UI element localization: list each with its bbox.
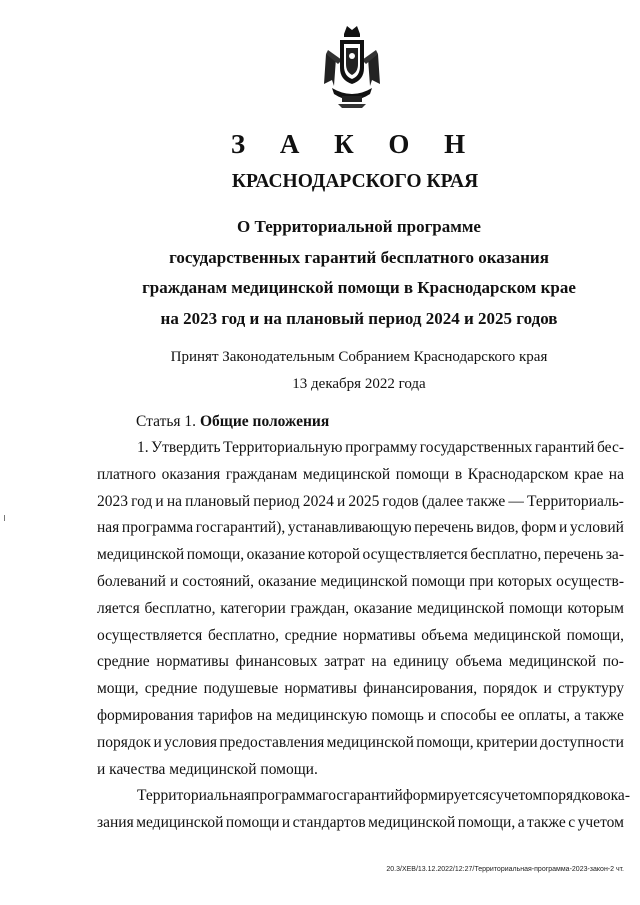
article-body (97, 435, 630, 837)
word: а (574, 706, 582, 724)
word: программа (121, 519, 194, 537)
word: госгарантий (322, 787, 403, 805)
word: помощи (225, 814, 280, 832)
text-line (97, 515, 624, 542)
word: медицинской (326, 733, 414, 751)
word: бес- (597, 439, 624, 456)
word: с (489, 787, 496, 805)
word: единицу (393, 653, 449, 671)
word: медицинской (417, 599, 505, 617)
word: год (131, 492, 153, 510)
word: помощи, (566, 626, 624, 644)
word: форм (521, 519, 557, 537)
word: порядок (97, 733, 152, 751)
article-title: Общие положения (199, 413, 330, 430)
word: на (371, 653, 387, 671)
word: медицинской (320, 572, 408, 590)
word: также (466, 492, 506, 510)
text-line (97, 435, 624, 462)
text-line (97, 623, 624, 650)
word: государственных (419, 439, 533, 456)
margin-mark (4, 515, 5, 521)
text-line (97, 542, 624, 569)
word: платного (97, 465, 157, 483)
word: нормативы (343, 626, 416, 644)
word: помощи (395, 465, 450, 483)
text-line (97, 489, 624, 516)
word: помощи, (416, 733, 474, 751)
word: объема (421, 626, 468, 644)
word: гарантий (534, 439, 595, 456)
word: доступности (540, 733, 624, 751)
word: которых (497, 572, 553, 590)
word: а (517, 814, 525, 832)
word: бесплатно, (207, 626, 279, 644)
word: гражданам (225, 465, 298, 483)
word: помощи, (186, 546, 245, 564)
adoption-date: 13 декабря 2022 года (292, 376, 426, 392)
word: медицинской (136, 814, 224, 832)
word: медицинской (508, 653, 597, 671)
word: Краснодарском (467, 465, 569, 483)
word: финансирования, (363, 680, 478, 698)
word: оказания (161, 465, 221, 483)
text-line (97, 730, 624, 757)
word: годов (382, 492, 419, 510)
word: медицинской (368, 814, 456, 832)
word: подушевые (203, 680, 279, 698)
word: видов, (476, 519, 519, 537)
word: на (166, 492, 183, 510)
text-line (97, 462, 624, 489)
word: программу (345, 439, 418, 456)
word: осуществ- (556, 572, 624, 590)
article-heading (136, 410, 329, 434)
word: бесплатно, (144, 599, 216, 617)
word: перечень (414, 519, 474, 537)
word: нормативы (284, 680, 357, 698)
word: финансовых (235, 653, 318, 671)
law-heading (94, 212, 624, 334)
word: тарифов (197, 706, 253, 724)
word: затрат (324, 653, 365, 671)
article-number: Статья 1. (136, 413, 197, 430)
word: формируется (402, 787, 490, 805)
word: структуру (557, 680, 624, 698)
word: зания (97, 814, 134, 832)
word: учетом (496, 787, 543, 805)
word: состояний, (182, 572, 255, 590)
word: на (256, 706, 273, 724)
text-line (97, 569, 624, 596)
document-title: З А К О Н (230, 129, 480, 159)
word: средние (144, 680, 198, 698)
word: стандартов (292, 814, 366, 832)
word: госгарантий), (195, 519, 286, 537)
word: — (508, 492, 524, 510)
word: период (253, 492, 300, 510)
document-subtitle: КРАСНОДАРСКОГО КРАЯ (231, 171, 479, 192)
word: оказание (258, 572, 317, 590)
word: оказание (353, 599, 413, 617)
word: нормативы (156, 653, 229, 671)
word: бесплатно, (470, 546, 542, 564)
text-line (97, 596, 624, 623)
word: помощь (371, 706, 424, 724)
word: оказание (246, 546, 306, 564)
word: мощи, (97, 680, 139, 698)
word: учетом (577, 814, 624, 832)
word: также (585, 706, 624, 724)
text-line (97, 649, 624, 676)
word: граждан, (290, 599, 350, 617)
word: способы (440, 706, 497, 724)
word: программа (251, 787, 323, 805)
word: (далее (421, 492, 464, 510)
word: перечень (543, 546, 604, 564)
word: и (543, 680, 552, 698)
word: Территориаль- (527, 492, 624, 510)
text-line (97, 783, 630, 810)
word: медицинскую (276, 706, 368, 724)
word: устанавливающую (287, 519, 412, 537)
text-line (97, 810, 624, 837)
word: также (527, 814, 566, 832)
word: медицинской (473, 626, 561, 644)
word: 2023 (97, 492, 128, 510)
word: в (454, 465, 463, 483)
heading-line: государственных гарантий бесплатного оказания (169, 247, 549, 267)
adoption-note (94, 344, 624, 398)
word: которой (307, 546, 360, 564)
word: и (169, 572, 179, 590)
text-line (97, 676, 624, 703)
word: порядок (483, 680, 538, 698)
word: осуществляется (362, 546, 468, 564)
word: порядков (542, 787, 603, 805)
text-line: и качества медицинской помощи. (97, 760, 318, 778)
word: Территориальная (137, 787, 252, 805)
word: ляется (97, 599, 140, 617)
word: помощи (411, 572, 466, 590)
adoption-line: Принят Законодательным Собранием Краснодарского края (170, 349, 548, 365)
heading-line: О Территориальной программе (237, 217, 481, 236)
krasnodar-coat-of-arms-icon (318, 24, 386, 110)
word: которым (567, 599, 624, 617)
word: категории (220, 599, 286, 617)
document-footer-code: 20.3/ХЕВ/13.12.2022/12:27/Территориальная-программа-2023-закон-2 чт. (386, 866, 624, 873)
heading-line: на 2023 год и на плановый период 2024 и 2025 годов (160, 308, 558, 328)
word: ная (97, 519, 120, 537)
word: осуществляется (97, 626, 203, 644)
heading-line: гражданам медицинской помощи в Краснодарском крае (142, 278, 576, 297)
word: критерии (476, 733, 538, 751)
word: средние (97, 653, 150, 671)
word: за- (605, 546, 624, 564)
word: 2025 (348, 492, 380, 510)
word: ока- (602, 787, 630, 805)
word: и (559, 519, 568, 537)
word: крае (574, 465, 604, 483)
word: помощи (509, 599, 563, 617)
word: средние (284, 626, 338, 644)
word: и (153, 733, 162, 751)
word: условий (569, 519, 624, 537)
word: болеваний (97, 572, 166, 590)
word: помощи, (457, 814, 516, 832)
word: условия (164, 733, 217, 751)
word: ее (500, 706, 515, 724)
word: на (608, 465, 624, 483)
word: 1. (137, 439, 149, 456)
word: и (427, 706, 437, 724)
word: при (469, 572, 494, 590)
word: объема (455, 653, 503, 671)
text-line (97, 703, 624, 730)
word: и (336, 492, 346, 510)
word: плановый (185, 492, 251, 510)
word: 2024 (302, 492, 334, 510)
word: и (281, 814, 291, 832)
word: медицинской (97, 546, 185, 564)
word: по- (602, 653, 624, 671)
word: оплаты, (518, 706, 570, 724)
word: формирования (97, 706, 194, 724)
word: Территориальную (223, 439, 343, 456)
word: Утвердить (151, 439, 221, 456)
word: и (155, 492, 164, 510)
word: медицинской (302, 465, 391, 483)
word: предоставления (219, 733, 325, 751)
word: с (568, 814, 576, 832)
